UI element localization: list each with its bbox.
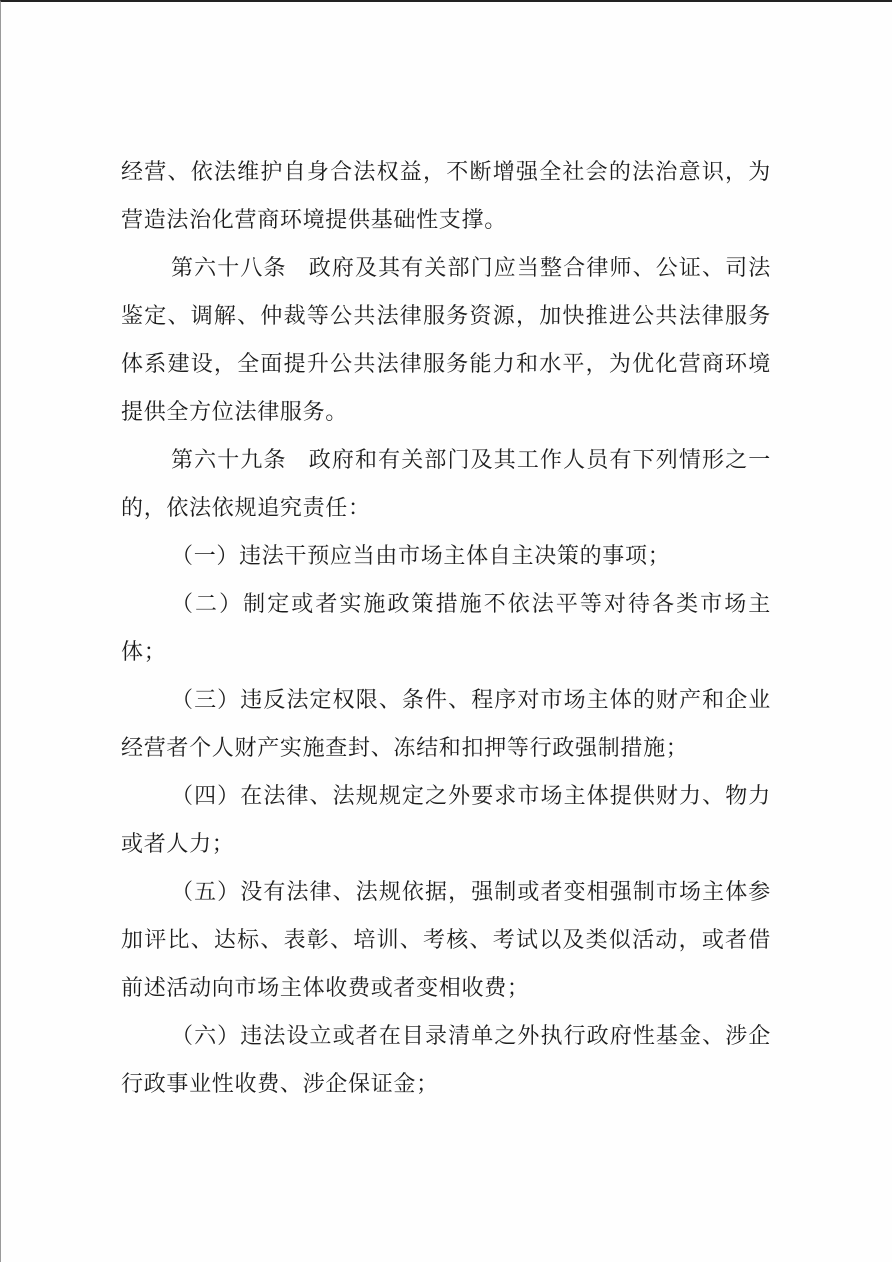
article-number: 第六十八条 xyxy=(171,256,287,281)
paragraph-continuation xyxy=(121,149,771,245)
paragraph-text: 经营、依法维护自身合法权益，不断增强全社会的法治意识，为营造法治化营商环境提供基础性支撑。 xyxy=(121,160,771,233)
document-body xyxy=(121,149,771,1109)
list-item-text: （四）在法律、法规规定之外要求市场主体提供财力、物力或者人力； xyxy=(121,784,771,857)
list-item-1 xyxy=(121,533,771,581)
paragraph-text: 政府及其有关部门应当整合律师、公证、司法鉴定、调解、仲裁等公共法律服务资源，加快推进公共法律服务体系建设，全面提升公共法律服务能力和水平，为优化营商环境提供全方位法律服务。 xyxy=(121,256,771,425)
list-item-3 xyxy=(121,677,771,773)
list-item-text: （二）制定或者实施政策措施不依法平等对待各类市场主体； xyxy=(121,592,771,665)
list-item-text: （五）没有法律、法规依据，强制或者变相强制市场主体参加评比、达标、表彰、培训、考核、考试以及类似活动，或者借前述活动向市场主体收费或者变相收费； xyxy=(121,880,771,1001)
list-item-text: （一）违法干预应当由市场主体自主决策的事项； xyxy=(171,544,671,569)
list-item-6 xyxy=(121,1013,771,1109)
list-item-5 xyxy=(121,869,771,1013)
list-item-text: （三）违反法定权限、条件、程序对市场主体的财产和企业经营者个人财产实施查封、冻结和扣押等行政强制措施； xyxy=(121,688,771,761)
article-number: 第六十九条 xyxy=(171,448,287,473)
list-item-text: （六）违法设立或者在目录清单之外执行政府性基金、涉企行政事业性收费、涉企保证金； xyxy=(121,1024,771,1097)
article-68-paragraph xyxy=(121,245,771,437)
list-item-4 xyxy=(121,773,771,869)
list-item-2 xyxy=(121,581,771,677)
paragraph-text: 政府和有关部门及其工作人员有下列情形之一的，依法依规追究责任： xyxy=(121,448,771,521)
article-69-paragraph xyxy=(121,437,771,533)
